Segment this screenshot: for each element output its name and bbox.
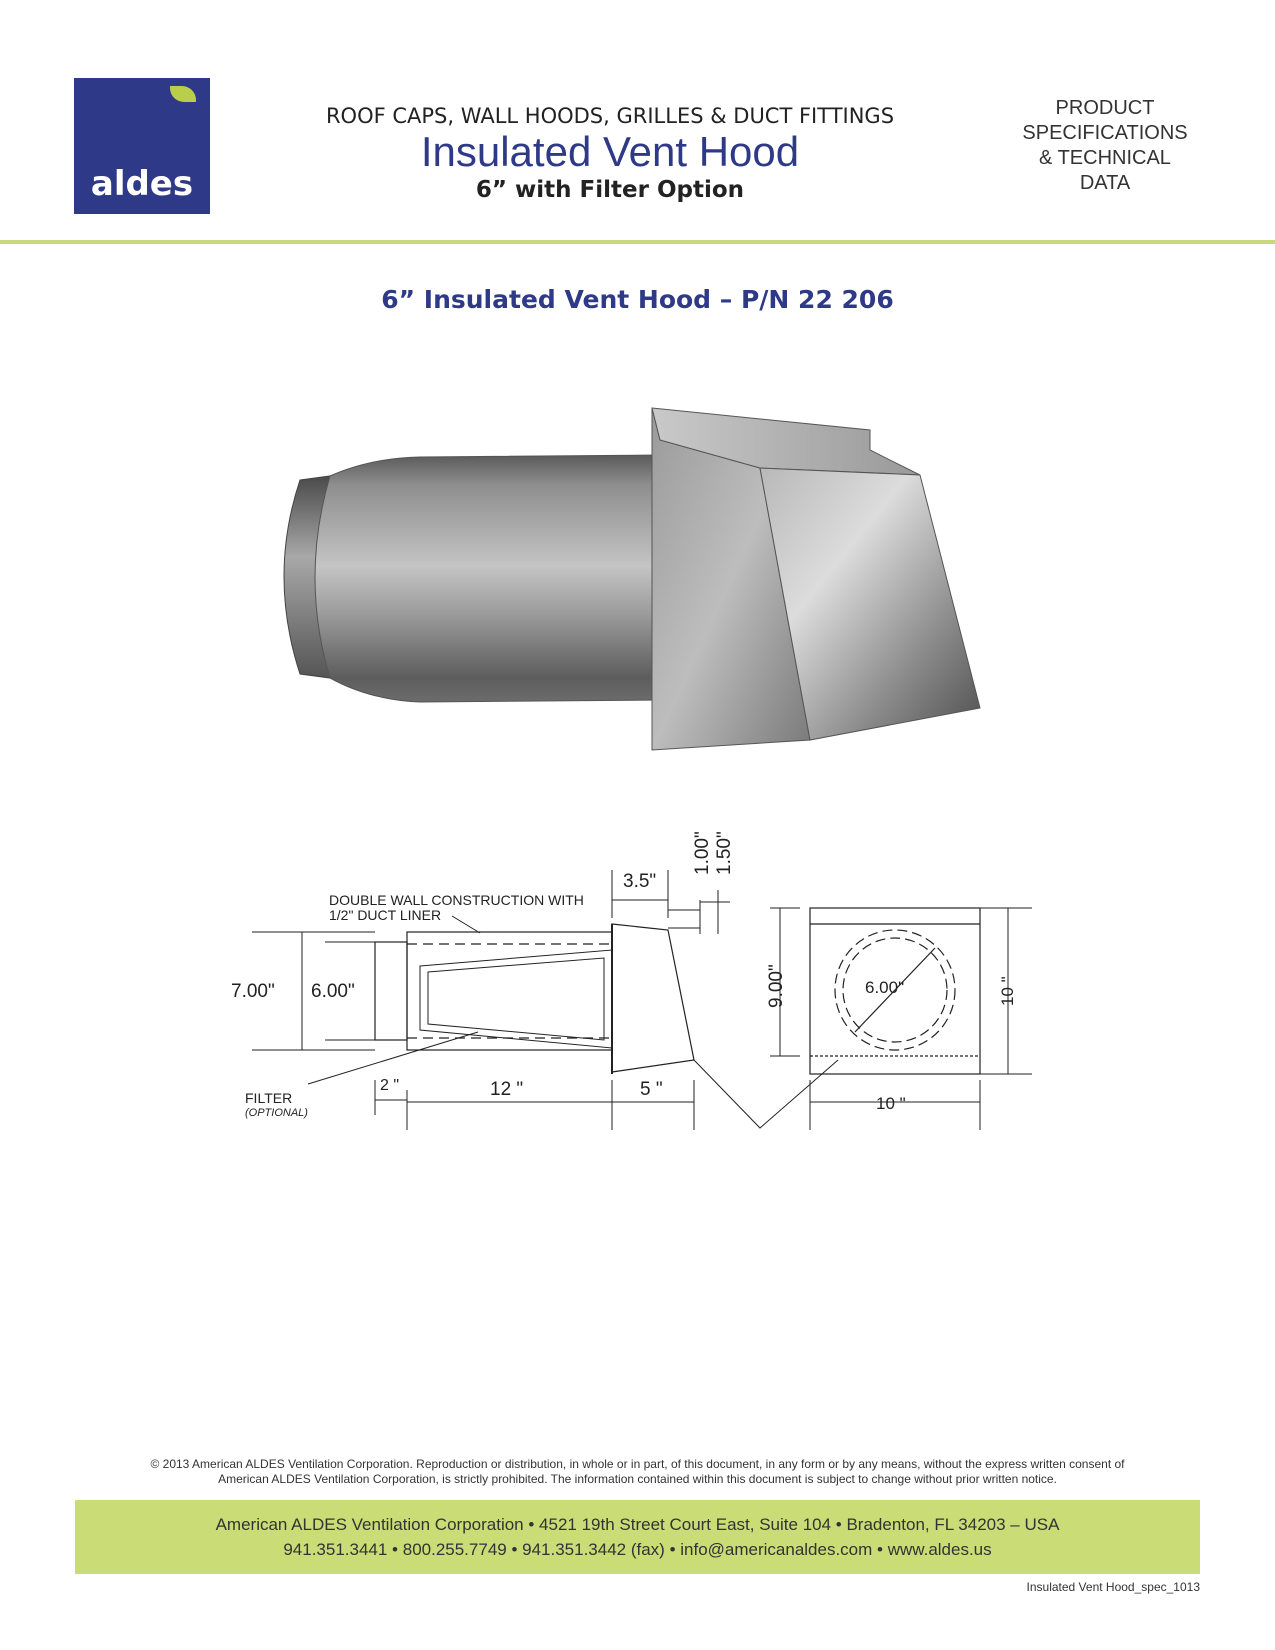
callout-lines [308,916,838,1128]
dim-top-1: 1.00" [692,831,713,875]
page-subtitle: 6” with Filter Option [475,177,745,203]
hood-side-view [612,924,694,1072]
copyright-line: American ALDES Ventilation Corporation, is strictly prohibited. The information contained within this document is subject to change without prior written notice. [218,1472,1057,1486]
dim-face-height: 10 " [998,976,1017,1006]
dim-duct-length: 12 " [490,1079,524,1100]
company-contact: 941.351.3441 • 800.255.7749 • 941.351.3442 (fax) • info@americanaldes.com • www.aldes.us [283,1540,992,1559]
note-construction: DOUBLE WALL CONSTRUCTION WITH [329,892,584,908]
logo-wordmark: aldes [90,164,194,204]
company-address: American ALDES Ventilation Corporation • 4521 19th Street Court East, Suite 104 • Bradenton, FL 34203 – USA [215,1515,1060,1534]
side-collar [375,942,407,1040]
page-title: Insulated Vent Hood [420,128,800,175]
doc-type-line: PRODUCT [1055,97,1155,119]
label-filter: FILTER [245,1090,293,1106]
doc-type-line: DATA [1079,172,1131,194]
document-id: Insulated Vent Hood_spec_1013 [1026,1580,1200,1594]
section-title: 6” Insulated Vent Hood – P/N 22 206 [381,285,894,314]
doc-type-line: SPECIFICATIONS [1022,122,1188,144]
dim-hood-length: 5 " [640,1079,663,1100]
dim-hood-depth: 3.5" [623,871,657,892]
footer-band [75,1500,1200,1574]
doc-type-line: & TECHNICAL [1039,147,1171,169]
dim-hood-height: 9.00" [766,964,787,1008]
note-liner: 1/2" DUCT LINER [329,907,442,923]
filter-inner [428,958,604,1040]
copyright-notice [60,1457,1215,1487]
dim-top-2: 1.50" [714,831,735,875]
copyright-line: © 2013 American ALDES Ventilation Corporation. Reproduction or distribution, in whole or in part, of this document, in any form or by any means, without the express written consent of [150,1457,1125,1471]
dim-outer-height: 7.00" [231,981,275,1002]
dim-filter-offset: 2 " [380,1077,400,1094]
dim-inner-height: 6.00" [311,981,355,1002]
label-optional: (OPTIONAL) [245,1107,308,1119]
product-category: ROOF CAPS, WALL HOODS, GRILLES & DUCT FITTINGS [325,104,895,128]
duct-outer [407,932,612,1050]
dim-face-diameter: 6.00" [865,978,905,997]
dim-face-width: 10 " [876,1094,906,1113]
